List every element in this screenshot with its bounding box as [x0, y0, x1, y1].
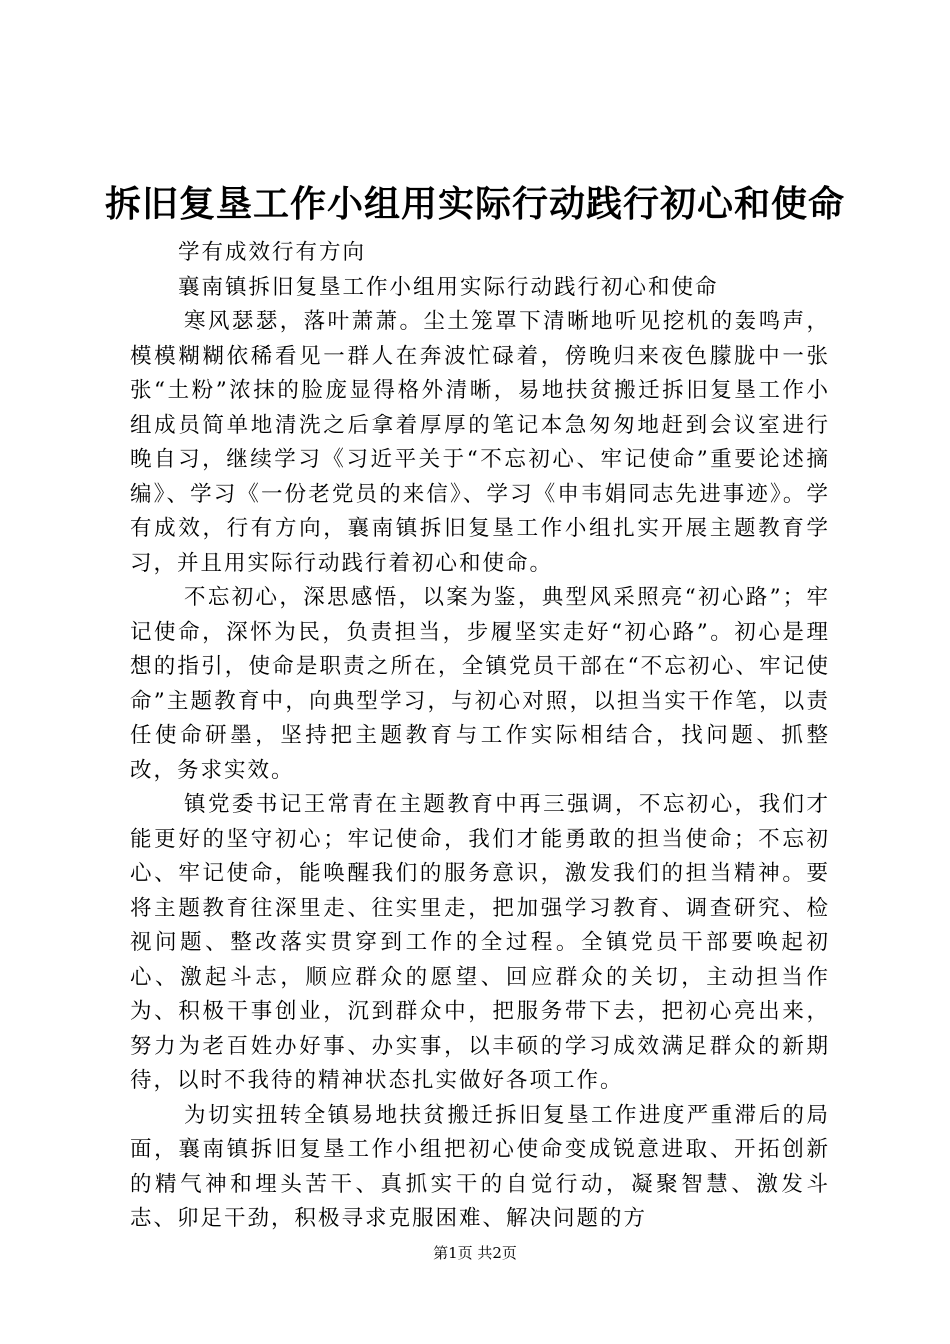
document-title: 拆旧复垦工作小组用实际行动践行初心和使命	[104, 183, 845, 225]
body-paragraph: 为切实扭转全镇易地扶贫搬迁拆旧复垦工作进度严重滞后的局面，襄南镇拆旧复垦工作小组把初心使命变成锐意进取、开拓创新的精气神和埋头苦干、真抓实干的自觉行动，凝聚智慧、激发斗志、卯足干劲，积极寻求克服困难、解决问题的方	[130, 1102, 830, 1231]
subtitle-line: 学有成效行有方向	[178, 240, 367, 265]
page-footer: 第1页 共2页	[433, 1244, 517, 1262]
body-paragraph: 不忘初心，深思感悟，以案为鉴，典型风采照亮“初心路”；牢记使命，深怀为民，负责担当，步履坚实走好“初心路”。初心是理想的指引，使命是职责之所在，全镇党员干部在“不忘初心、牢记使命”主题教育中，向典型学习，与初心对照，以担当实干作笔，以责任使命研墨，坚持把主题教育与工作实际相结合，找问题、抓整改，务求实效。	[130, 585, 830, 783]
document-body	[130, 236, 830, 1237]
subtitle-line: 襄南镇拆旧复垦工作小组用实际行动践行初心和使命	[178, 274, 719, 300]
body-paragraph: 镇党委书记王常青在主题教育中再三强调，不忘初心，我们才能更好的坚守初心；牢记使命，我们才能勇敢的担当使命；不忘初心、牢记使命，能唤醒我们的服务意识，激发我们的担当精神。要将主题教育往深里走、往实里走，把加强学习教育、调查研究、检视问题、整改落实贯穿到工作的全过程。全镇党员干部要唤起初心、激起斗志，顺应群众的愿望、回应群众的关切，主动担当作为、积极干事创业，沉到群众中，把服务带下去，把初心亮出来，努力为老百姓办好事、办实事，以丰硕的学习成效满足群众的新期待，以时不我待的精神状态扎实做好各项工作。	[130, 792, 830, 1093]
body-paragraph: 寒风瑟瑟，落叶萧萧。尘土笼罩下清晰地听见挖机的轰鸣声，模模糊糊依稀看见一群人在奔波忙碌着，傍晚归来夜色朦胧中一张张“土粉”浓抹的脸庞显得格外清晰，易地扶贫搬迁拆旧复垦工作小组成员简单地清洗之后拿着厚厚的笔记本急匆匆地赶到会议室进行晚自习，继续学习《习近平关于“不忘初心、牢记使命”重要论述摘编》、学习《一份老党员的来信》、学习《申韦娟同志先进事迹》。学有成效，行有方向，襄南镇拆旧复垦工作小组扎实开展主题教育学习，并且用实际行动践行着初心和使命。	[130, 309, 830, 576]
